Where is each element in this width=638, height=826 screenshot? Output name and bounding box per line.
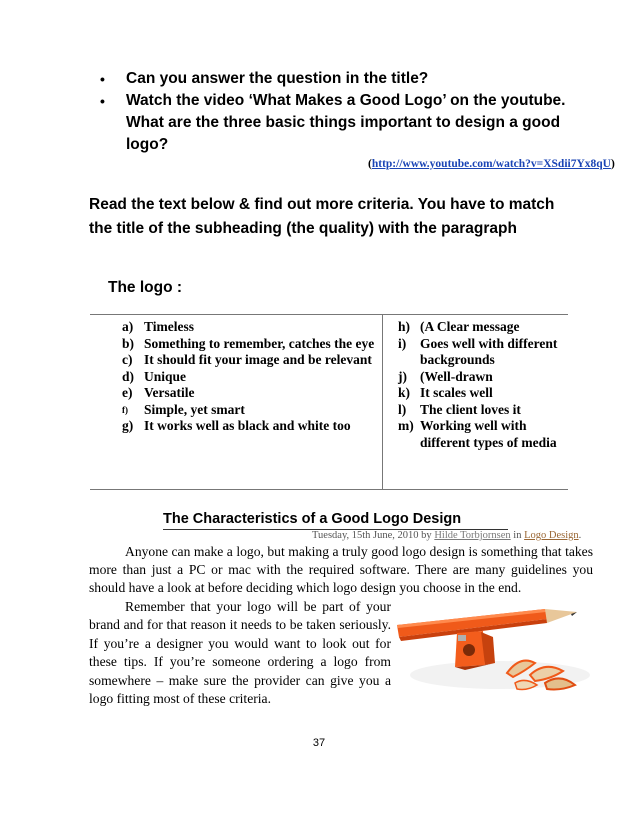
sharpener xyxy=(455,631,495,670)
item-letter: k) xyxy=(398,385,411,400)
item-text: It scales well xyxy=(420,385,493,400)
question-text: Watch the video ‘What Makes a Good Logo’ on the youtube. What are the three basic things important to design a good logo? xyxy=(126,92,566,153)
byline-date: Tuesday, 15th June, 2010 by xyxy=(312,530,432,541)
item-text: (Well-drawn xyxy=(420,368,493,384)
item-letter: d) xyxy=(122,368,135,384)
subheading-column xyxy=(122,319,378,435)
criteria-item xyxy=(122,402,378,419)
question-text: Can you answer the question in the title? xyxy=(126,70,429,87)
item-text: It works well as black and white too xyxy=(144,418,351,433)
bullet-symbol: • xyxy=(100,71,105,87)
criteria-item xyxy=(398,369,574,386)
item-text: Something to remember, catches the eye xyxy=(144,335,375,351)
article-title: The Characteristics of a Good Logo Design xyxy=(163,511,462,527)
question-list xyxy=(100,68,570,156)
article-byline xyxy=(312,530,581,541)
item-letter: h) xyxy=(398,319,411,334)
paren-close: ) xyxy=(610,158,615,170)
subheading-column-right xyxy=(398,319,574,451)
item-letter: f) xyxy=(122,404,128,415)
criteria-item xyxy=(398,319,574,336)
item-text: It should fit your image and be relevant xyxy=(144,352,372,367)
criteria-item xyxy=(122,385,378,402)
paren-open: ( xyxy=(368,158,372,170)
item-letter: j) xyxy=(398,368,407,384)
column-divider xyxy=(382,315,383,489)
item-text: Timeless xyxy=(144,319,194,334)
instructions: Read the text below & find out more criteria. You have to match the title of the subheading (the quality) with the paragraph xyxy=(89,196,555,237)
criteria-item xyxy=(122,336,378,353)
item-letter: m) xyxy=(398,418,414,433)
item-text: The client loves it xyxy=(420,401,521,417)
author-link[interactable]: Hilde Torbjornsen xyxy=(434,530,511,541)
item-text: Working well with different types of media xyxy=(420,418,557,450)
item-text: (A Clear message xyxy=(420,319,520,334)
criteria-item xyxy=(122,369,378,386)
video-reference xyxy=(368,158,615,170)
logo-label: The logo : xyxy=(108,279,183,296)
bullet-symbol: • xyxy=(100,93,105,109)
criteria-item xyxy=(122,319,378,336)
page-number: 37 xyxy=(312,737,326,749)
item-letter: b) xyxy=(122,335,135,351)
item-letter: a) xyxy=(122,319,134,334)
item-letter: e) xyxy=(122,385,133,400)
video-link[interactable]: http://www.youtube.com/watch?v=XSdii7Yx8qU xyxy=(371,158,611,170)
criteria-item xyxy=(398,402,574,419)
item-letter: i) xyxy=(398,335,407,351)
byline-end: . xyxy=(578,530,582,541)
article-paragraph: Anyone can make a logo, but making a truly good logo design is something that takes more than just a PC or mac with the required software. There are many guidelines you should have a look at before deciding which logo design you choose in the end. xyxy=(89,544,593,595)
item-letter: c) xyxy=(122,352,133,367)
article-paragraph: Remember that your logo will be part of your brand and for that reason it needs to be taken seriously. If you’re a designer you would want to look out for these tips. If you’re someone ordering a logo from somewhere – make sure the provider can give you a logo fitting most of these criteria. xyxy=(89,599,391,707)
question-item xyxy=(100,90,570,156)
item-text: Versatile xyxy=(144,385,195,400)
item-text: Goes well with different backgrounds xyxy=(420,335,558,367)
category-link[interactable]: Logo Design xyxy=(524,530,579,541)
criteria-item xyxy=(122,352,378,369)
criteria-table xyxy=(90,314,568,490)
item-letter: l) xyxy=(398,401,407,417)
item-letter: g) xyxy=(122,418,134,433)
item-text: Simple, yet smart xyxy=(144,401,245,417)
byline-in: in xyxy=(513,530,522,541)
pencil-photo xyxy=(395,603,593,700)
criteria-item xyxy=(398,336,574,369)
criteria-item xyxy=(398,418,574,451)
criteria-item xyxy=(398,385,574,402)
criteria-item xyxy=(122,418,378,435)
item-text: Unique xyxy=(144,368,187,384)
question-item xyxy=(100,68,570,90)
